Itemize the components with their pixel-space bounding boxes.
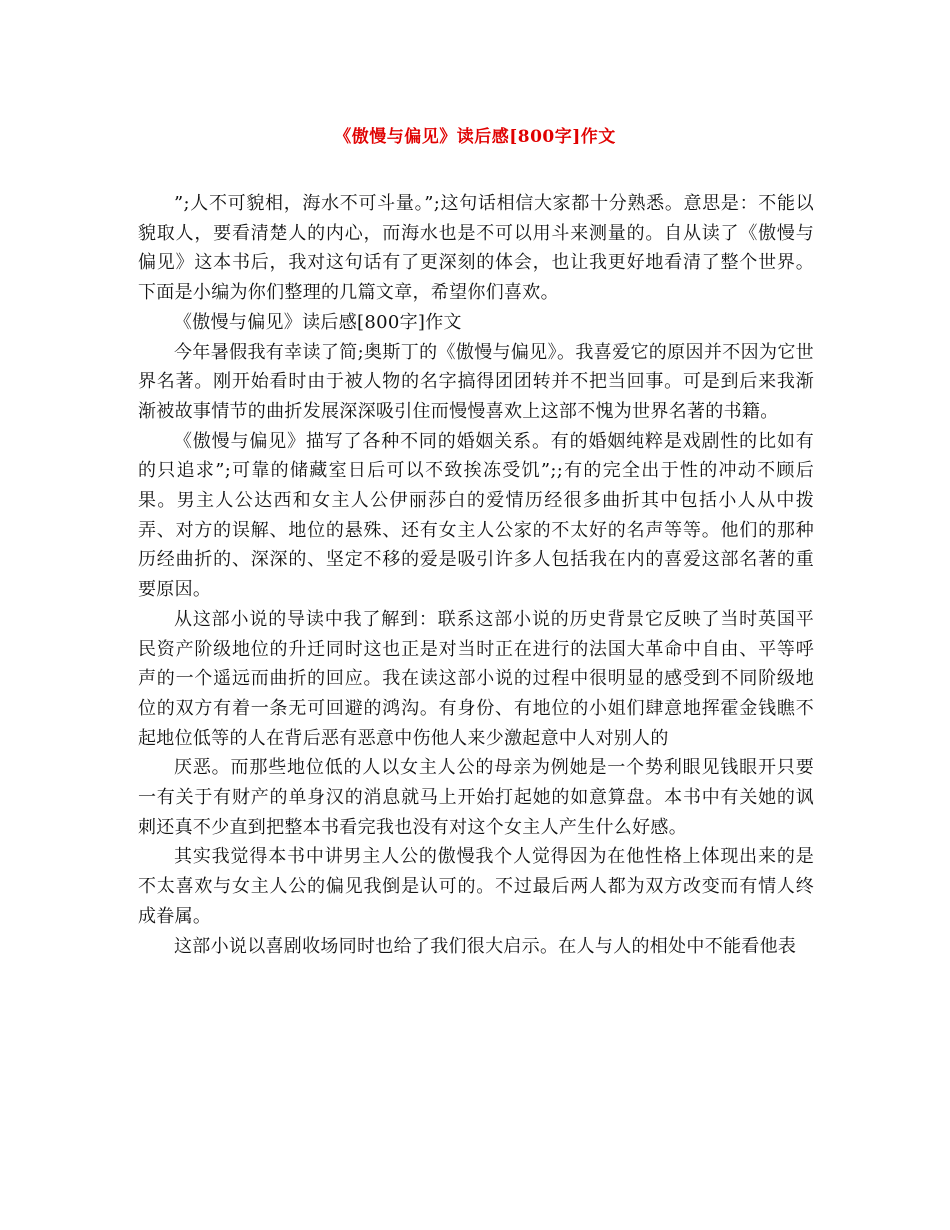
paragraph-1: 今年暑假我有幸读了简;奥斯丁的《傲慢与偏见》。我喜爱它的原因并不因为它世界名著。刚开始看时由于被人物的名字搞得团团转并不把当回事。可是到后来我渐渐被故事情节的曲折发展深深吸引住而慢慢喜欢上这部不愧为世界名著的书籍。 (138, 341, 814, 422)
paragraph-2: 《傲慢与偏见》描写了各种不同的婚姻关系。有的婚姻纯粹是戏剧性的比如有的只追求”;可靠的储藏室日后可以不致挨冻受饥”;;有的完全出于性的冲动不顾后果。男主人公达西和女主人公伊丽莎白的爱情历经很多曲折其中包括小人从中拨弄、对方的误解、地位的悬殊、还有女主人公家的不太好的名声等等。他们的那种历经曲折的、深深的、坚定不移的爱是吸引许多人包括我在内的喜爱这部名著的重要原因。 (138, 430, 814, 601)
document-title: 《傲慢与偏见》读后感[800字]作文 (334, 127, 616, 147)
paragraph-subtitle: 《傲慢与偏见》读后感[800字]作文 (174, 311, 462, 333)
paragraph-4: 厌恶。而那些地位低的人以女主人公的母亲为例她是一个势利眼见钱眼开只要一有关于有财产的单身汉的消息就马上开始打起她的如意算盘。本书中有关她的讽刺还真不少直到把整本书看完我也没有对这个女主人产生什么好感。 (138, 757, 814, 838)
paragraph-intro: ”;人不可貌相，海水不可斗量。”;这句话相信大家都十分熟悉。意思是：不能以貌取人，要看清楚人的内心，而海水也是不可以用斗来测量的。自从读了《傲慢与偏见》这本书后，我对这句话有了更深刻的体会，也让我更好地看清了整个世界。下面是小编为你们整理的几篇文章，希望你们喜欢。 (138, 193, 814, 304)
document-body (138, 189, 814, 961)
paragraph-3: 从这部小说的导读中我了解到：联系这部小说的历史背景它反映了当时英国平民资产阶级地位的升迁同时这也正是对当时正在进行的法国大革命中自由、平等呼声的一个遥远而曲折的回应。我在读这部小说的过程中很明显的感受到不同阶级地位的双方有着一条无可回避的鸿沟。有身份、有地位的小姐们肆意地挥霍金钱瞧不起地位低等的人在背后恶有恶意中伤他人来少激起意中人对别人的 (138, 608, 814, 749)
paragraph-6: 这部小说以喜剧收场同时也给了我们很大启示。在人与人的相处中不能看他表 (174, 935, 797, 957)
paragraph-5: 其实我觉得本书中讲男主人公的傲慢我个人觉得因为在他性格上体现出来的是不太喜欢与女主人公的偏见我倒是认可的。不过最后两人都为双方改变而有情人终成眷属。 (138, 846, 814, 927)
